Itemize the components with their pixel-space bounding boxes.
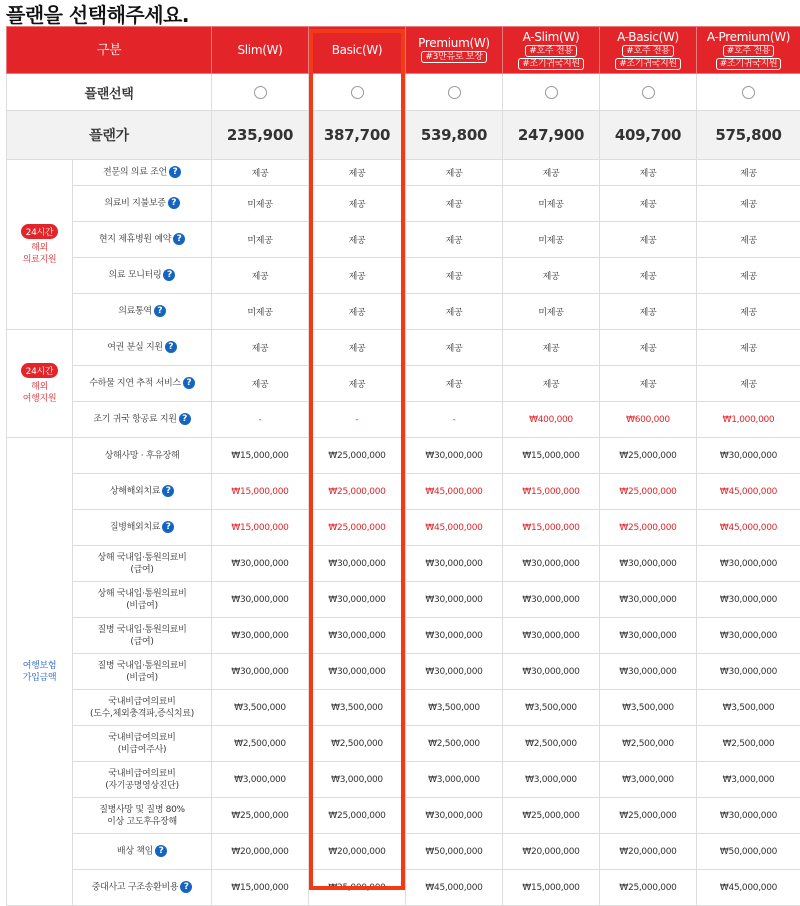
coverage-item-label: 국내비급여의료비 (자기공명영상진단) xyxy=(105,769,179,791)
coverage-value: ₩30,000,000 xyxy=(406,654,503,690)
plan-price-label: 플랜가 xyxy=(7,111,212,160)
coverage-value: ₩25,000,000 xyxy=(309,438,406,474)
plan-name: A-Basic(W) xyxy=(617,31,679,44)
coverage-value: ₩2,500,000 xyxy=(212,726,309,762)
plan-price-3: 247,900 xyxy=(503,111,600,160)
coverage-value: 제공 xyxy=(309,366,406,402)
header-plan-5 xyxy=(697,27,800,74)
coverage-value: ₩3,000,000 xyxy=(503,762,600,798)
coverage-value: ₩3,500,000 xyxy=(503,690,600,726)
plan-tag: #조기귀국지원 xyxy=(518,58,584,70)
coverage-value: ₩30,000,000 xyxy=(212,654,309,690)
plan-tag: #조기귀국지원 xyxy=(615,58,681,70)
coverage-value: ₩50,000,000 xyxy=(406,834,503,870)
coverage-value: ₩30,000,000 xyxy=(212,618,309,654)
group-label: 해외 xyxy=(7,381,72,393)
coverage-value: ₩30,000,000 xyxy=(309,654,406,690)
coverage-value: ₩45,000,000 xyxy=(406,474,503,510)
coverage-value: ₩3,500,000 xyxy=(406,690,503,726)
coverage-value: ₩3,500,000 xyxy=(697,690,800,726)
coverage-value: ₩30,000,000 xyxy=(600,618,697,654)
coverage-value: 제공 xyxy=(406,222,503,258)
coverage-value: ₩25,000,000 xyxy=(600,510,697,546)
help-question-icon[interactable]: ? xyxy=(173,233,185,245)
coverage-value: ₩30,000,000 xyxy=(600,546,697,582)
coverage-item xyxy=(73,474,212,510)
plan-radio-cell-0 xyxy=(212,74,309,111)
coverage-value: ₩2,500,000 xyxy=(406,726,503,762)
coverage-item xyxy=(73,618,212,654)
coverage-value: ₩15,000,000 xyxy=(212,438,309,474)
plan-price-0: 235,900 xyxy=(212,111,309,160)
radio-button-icon[interactable] xyxy=(254,86,267,99)
help-question-icon[interactable]: ? xyxy=(154,305,166,317)
coverage-value: 제공 xyxy=(406,366,503,402)
plan-name: A-Premium(W) xyxy=(707,31,790,44)
coverage-value: ₩25,000,000 xyxy=(600,438,697,474)
plan-tag: #호주 전용 xyxy=(723,45,774,57)
coverage-item-label: 상해 국내입·통원의료비 (비급여) xyxy=(97,589,186,611)
table-row xyxy=(7,258,800,294)
coverage-item xyxy=(73,330,212,366)
coverage-value: ₩15,000,000 xyxy=(212,474,309,510)
coverage-item-label: 의료비 지불보증 xyxy=(104,199,165,209)
coverage-value: ₩30,000,000 xyxy=(309,546,406,582)
help-question-icon[interactable]: ? xyxy=(162,485,174,497)
plan-name: Premium(W) xyxy=(418,37,490,50)
plan-price-2: 539,800 xyxy=(406,111,503,160)
coverage-value: ₩25,000,000 xyxy=(600,474,697,510)
coverage-item xyxy=(73,438,212,474)
coverage-value: ₩30,000,000 xyxy=(406,438,503,474)
plan-comparison-table xyxy=(6,26,800,906)
coverage-item xyxy=(73,798,212,834)
coverage-value: ₩25,000,000 xyxy=(309,798,406,834)
table-row xyxy=(7,474,800,510)
coverage-value: 제공 xyxy=(309,330,406,366)
coverage-value: ₩25,000,000 xyxy=(212,798,309,834)
coverage-value: ₩50,000,000 xyxy=(697,834,800,870)
table-row xyxy=(7,834,800,870)
coverage-value: ₩15,000,000 xyxy=(212,870,309,906)
coverage-value: 제공 xyxy=(503,160,600,186)
coverage-value: ₩3,500,000 xyxy=(600,690,697,726)
plan-radio-cell-1 xyxy=(309,74,406,111)
coverage-item-label: 질병 국내입·통원의료비 (비급여) xyxy=(97,661,186,683)
help-question-icon[interactable]: ? xyxy=(163,269,175,281)
plan-radio-cell-3 xyxy=(503,74,600,111)
coverage-value: ₩25,000,000 xyxy=(309,474,406,510)
coverage-value: 제공 xyxy=(406,160,503,186)
coverage-value: ₩30,000,000 xyxy=(697,618,800,654)
header-plan-2 xyxy=(406,27,503,74)
coverage-value: 미제공 xyxy=(503,222,600,258)
coverage-value: 제공 xyxy=(406,258,503,294)
coverage-value: 제공 xyxy=(600,160,697,186)
table-row xyxy=(7,330,800,366)
coverage-value: ₩15,000,000 xyxy=(503,870,600,906)
plan-price-1: 387,700 xyxy=(309,111,406,160)
coverage-value: 제공 xyxy=(406,186,503,222)
radio-button-icon[interactable] xyxy=(351,86,364,99)
coverage-value: ₩400,000 xyxy=(503,402,600,438)
coverage-value: 제공 xyxy=(600,366,697,402)
coverage-value: 제공 xyxy=(212,366,309,402)
table-row xyxy=(7,438,800,474)
table-row xyxy=(7,690,800,726)
radio-button-icon[interactable] xyxy=(545,86,558,99)
coverage-value: 제공 xyxy=(600,186,697,222)
coverage-value: ₩30,000,000 xyxy=(503,654,600,690)
coverage-value: 제공 xyxy=(600,330,697,366)
coverage-value: ₩30,000,000 xyxy=(697,438,800,474)
group-header-1 xyxy=(7,330,73,438)
coverage-value: ₩2,500,000 xyxy=(503,726,600,762)
coverage-value: ₩45,000,000 xyxy=(406,870,503,906)
coverage-value: - xyxy=(309,402,406,438)
table-row xyxy=(7,294,800,330)
coverage-value: - xyxy=(212,402,309,438)
coverage-value: ₩30,000,000 xyxy=(697,582,800,618)
table-row xyxy=(7,160,800,186)
table-row xyxy=(7,798,800,834)
coverage-value: ₩15,000,000 xyxy=(503,474,600,510)
coverage-item-label: 의료 모니터링 xyxy=(109,271,162,281)
coverage-value: ₩45,000,000 xyxy=(697,510,800,546)
group-header-0 xyxy=(7,160,73,330)
coverage-item xyxy=(73,654,212,690)
coverage-value: ₩3,000,000 xyxy=(406,762,503,798)
coverage-value: ₩3,000,000 xyxy=(212,762,309,798)
plan-radio-cell-2 xyxy=(406,74,503,111)
coverage-item-label: 국내비급여의료비 (비급여주사) xyxy=(108,733,175,755)
coverage-value: ₩600,000 xyxy=(600,402,697,438)
plan-name: A-Slim(W) xyxy=(523,31,580,44)
coverage-item-label: 질병 국내입·통원의료비 (급여) xyxy=(97,625,186,647)
coverage-value: 제공 xyxy=(600,222,697,258)
coverage-value: ₩25,000,000 xyxy=(309,510,406,546)
table-row xyxy=(7,186,800,222)
header-plan-0 xyxy=(212,27,309,74)
group-label: 여행보험 xyxy=(7,660,72,672)
coverage-item xyxy=(73,258,212,294)
coverage-value: 제공 xyxy=(697,330,800,366)
group-label: 의료지원 xyxy=(7,254,72,266)
coverage-value: ₩30,000,000 xyxy=(406,618,503,654)
coverage-item-label: 질병사망 및 질병 80% 이상 고도후유장해 xyxy=(99,805,185,827)
coverage-value: ₩3,500,000 xyxy=(309,690,406,726)
coverage-value: 제공 xyxy=(212,330,309,366)
coverage-item-label: 중대사고 구조송환비용 xyxy=(92,883,179,893)
coverage-value: ₩20,000,000 xyxy=(212,834,309,870)
plan-tag: #3만유로 보장 xyxy=(421,51,486,63)
coverage-value: ₩25,000,000 xyxy=(600,870,697,906)
coverage-item-label: 조기 귀국 항공료 지원 xyxy=(93,415,176,425)
group-label: 여행지원 xyxy=(7,393,72,405)
table-row xyxy=(7,402,800,438)
help-question-icon[interactable]: ? xyxy=(165,341,177,353)
plan-price-row xyxy=(7,111,800,160)
coverage-item-label: 상해사망 · 후유장해 xyxy=(105,451,180,461)
coverage-value: 제공 xyxy=(600,258,697,294)
coverage-value: ₩3,000,000 xyxy=(309,762,406,798)
coverage-value: ₩30,000,000 xyxy=(697,798,800,834)
coverage-value: ₩25,000,000 xyxy=(503,798,600,834)
coverage-value: ₩15,000,000 xyxy=(503,438,600,474)
coverage-value: ₩20,000,000 xyxy=(600,834,697,870)
table-row xyxy=(7,654,800,690)
coverage-item xyxy=(73,222,212,258)
table-row xyxy=(7,726,800,762)
group-label: 해외 xyxy=(7,242,72,254)
group-badge: 24시간 xyxy=(21,363,59,378)
group-label: 가입금액 xyxy=(7,672,72,684)
coverage-item-label: 전문의 의료 조언 xyxy=(103,168,167,178)
coverage-value: ₩30,000,000 xyxy=(697,654,800,690)
coverage-item-label: 상해해외치료 xyxy=(110,487,160,497)
coverage-value: ₩15,000,000 xyxy=(503,510,600,546)
coverage-item-label: 수하물 지연 추적 서비스 xyxy=(89,379,181,389)
coverage-value: 제공 xyxy=(309,222,406,258)
coverage-value: ₩3,000,000 xyxy=(600,762,697,798)
plan-radio-cell-5 xyxy=(697,74,800,111)
coverage-value: ₩25,000,000 xyxy=(309,870,406,906)
group-badge: 24시간 xyxy=(21,224,59,239)
plan-tag: #호주 전용 xyxy=(622,45,673,57)
group-header-2 xyxy=(7,438,73,906)
header-plan-4 xyxy=(600,27,697,74)
help-question-icon[interactable]: ? xyxy=(155,845,167,857)
coverage-value: 제공 xyxy=(309,294,406,330)
coverage-item xyxy=(73,690,212,726)
coverage-value: ₩30,000,000 xyxy=(309,618,406,654)
help-question-icon[interactable]: ? xyxy=(168,197,180,209)
coverage-value: 제공 xyxy=(309,160,406,186)
coverage-value: ₩2,500,000 xyxy=(309,726,406,762)
coverage-value: 미제공 xyxy=(503,294,600,330)
coverage-value: ₩20,000,000 xyxy=(309,834,406,870)
coverage-item xyxy=(73,160,212,186)
table-row xyxy=(7,870,800,906)
coverage-value: ₩3,500,000 xyxy=(212,690,309,726)
coverage-value: ₩30,000,000 xyxy=(503,618,600,654)
page-title: 플랜을 선택해주세요. xyxy=(6,0,189,26)
coverage-value: ₩20,000,000 xyxy=(503,834,600,870)
coverage-value: ₩30,000,000 xyxy=(697,546,800,582)
coverage-value: ₩30,000,000 xyxy=(600,582,697,618)
header-gubun: 구분 xyxy=(7,27,212,74)
coverage-value: ₩45,000,000 xyxy=(697,474,800,510)
radio-button-icon[interactable] xyxy=(642,86,655,99)
coverage-value: 미제공 xyxy=(212,222,309,258)
coverage-value: ₩30,000,000 xyxy=(212,546,309,582)
coverage-item xyxy=(73,294,212,330)
table-row xyxy=(7,546,800,582)
plan-select-label: 플랜선택 xyxy=(7,74,212,111)
plan-tag: #호주 전용 xyxy=(525,45,576,57)
coverage-value: 미제공 xyxy=(212,294,309,330)
coverage-value: 제공 xyxy=(309,186,406,222)
header-plan-1 xyxy=(309,27,406,74)
coverage-item xyxy=(73,510,212,546)
coverage-item xyxy=(73,546,212,582)
help-question-icon[interactable]: ? xyxy=(169,166,181,178)
coverage-value: ₩15,000,000 xyxy=(212,510,309,546)
coverage-value: 제공 xyxy=(212,258,309,294)
table-header-row xyxy=(7,27,800,74)
coverage-value: ₩2,500,000 xyxy=(600,726,697,762)
coverage-value: ₩1,000,000 xyxy=(697,402,800,438)
table-row xyxy=(7,762,800,798)
header-plan-3 xyxy=(503,27,600,74)
coverage-item xyxy=(73,366,212,402)
help-question-icon[interactable]: ? xyxy=(183,377,195,389)
coverage-item-label: 상해 국내입·통원의료비 (급여) xyxy=(97,553,186,575)
coverage-value: ₩25,000,000 xyxy=(600,798,697,834)
table-row xyxy=(7,510,800,546)
coverage-value: 제공 xyxy=(697,258,800,294)
coverage-item-label: 의료통역 xyxy=(118,307,152,317)
radio-button-icon[interactable] xyxy=(448,86,461,99)
coverage-value: ₩30,000,000 xyxy=(406,546,503,582)
coverage-value: ₩30,000,000 xyxy=(212,582,309,618)
coverage-value: - xyxy=(406,402,503,438)
coverage-item-label: 질병해외치료 xyxy=(110,523,160,533)
coverage-value: 제공 xyxy=(697,160,800,186)
coverage-value: ₩45,000,000 xyxy=(406,510,503,546)
coverage-item-label: 여권 분실 지원 xyxy=(107,343,163,353)
coverage-value: ₩30,000,000 xyxy=(503,582,600,618)
coverage-value: 제공 xyxy=(697,366,800,402)
plan-select-row xyxy=(7,74,800,111)
plan-price-5: 575,800 xyxy=(697,111,800,160)
coverage-value: 제공 xyxy=(406,330,503,366)
coverage-item xyxy=(73,870,212,906)
table-row xyxy=(7,618,800,654)
coverage-value: ₩30,000,000 xyxy=(503,546,600,582)
plan-name: Slim(W) xyxy=(237,44,282,57)
coverage-value: 제공 xyxy=(212,160,309,186)
coverage-value: 제공 xyxy=(697,294,800,330)
plan-tag: #조기귀국지원 xyxy=(716,58,782,70)
table-row xyxy=(7,582,800,618)
radio-button-icon[interactable] xyxy=(742,86,755,99)
help-question-icon[interactable]: ? xyxy=(179,413,191,425)
coverage-value: 제공 xyxy=(503,330,600,366)
coverage-value: ₩3,000,000 xyxy=(697,762,800,798)
coverage-value: ₩30,000,000 xyxy=(406,582,503,618)
coverage-item-label: 현지 제휴병원 예약 xyxy=(99,235,171,245)
coverage-value: 미제공 xyxy=(503,186,600,222)
plan-price-4: 409,700 xyxy=(600,111,697,160)
coverage-value: 제공 xyxy=(309,258,406,294)
coverage-item xyxy=(73,582,212,618)
coverage-value: 제공 xyxy=(503,366,600,402)
help-question-icon[interactable]: ? xyxy=(180,881,192,893)
plan-name: Basic(W) xyxy=(332,44,383,57)
coverage-value: ₩30,000,000 xyxy=(406,798,503,834)
coverage-value: 제공 xyxy=(600,294,697,330)
help-question-icon[interactable]: ? xyxy=(162,521,174,533)
table-row xyxy=(7,366,800,402)
coverage-value: ₩2,500,000 xyxy=(697,726,800,762)
coverage-value: 제공 xyxy=(503,258,600,294)
coverage-value: 미제공 xyxy=(212,186,309,222)
coverage-item-label: 배상 책임 xyxy=(117,847,153,857)
coverage-value: ₩45,000,000 xyxy=(697,870,800,906)
coverage-item xyxy=(73,402,212,438)
table-row xyxy=(7,222,800,258)
coverage-item xyxy=(73,762,212,798)
coverage-value: 제공 xyxy=(697,186,800,222)
coverage-item xyxy=(73,726,212,762)
coverage-item xyxy=(73,186,212,222)
coverage-value: ₩30,000,000 xyxy=(309,582,406,618)
coverage-value: 제공 xyxy=(406,294,503,330)
coverage-item-label: 국내비급여의료비 (도수,체외충격파,증식치료) xyxy=(90,697,194,719)
coverage-value: ₩30,000,000 xyxy=(600,654,697,690)
coverage-value: 제공 xyxy=(697,222,800,258)
coverage-item xyxy=(73,834,212,870)
plan-radio-cell-4 xyxy=(600,74,697,111)
